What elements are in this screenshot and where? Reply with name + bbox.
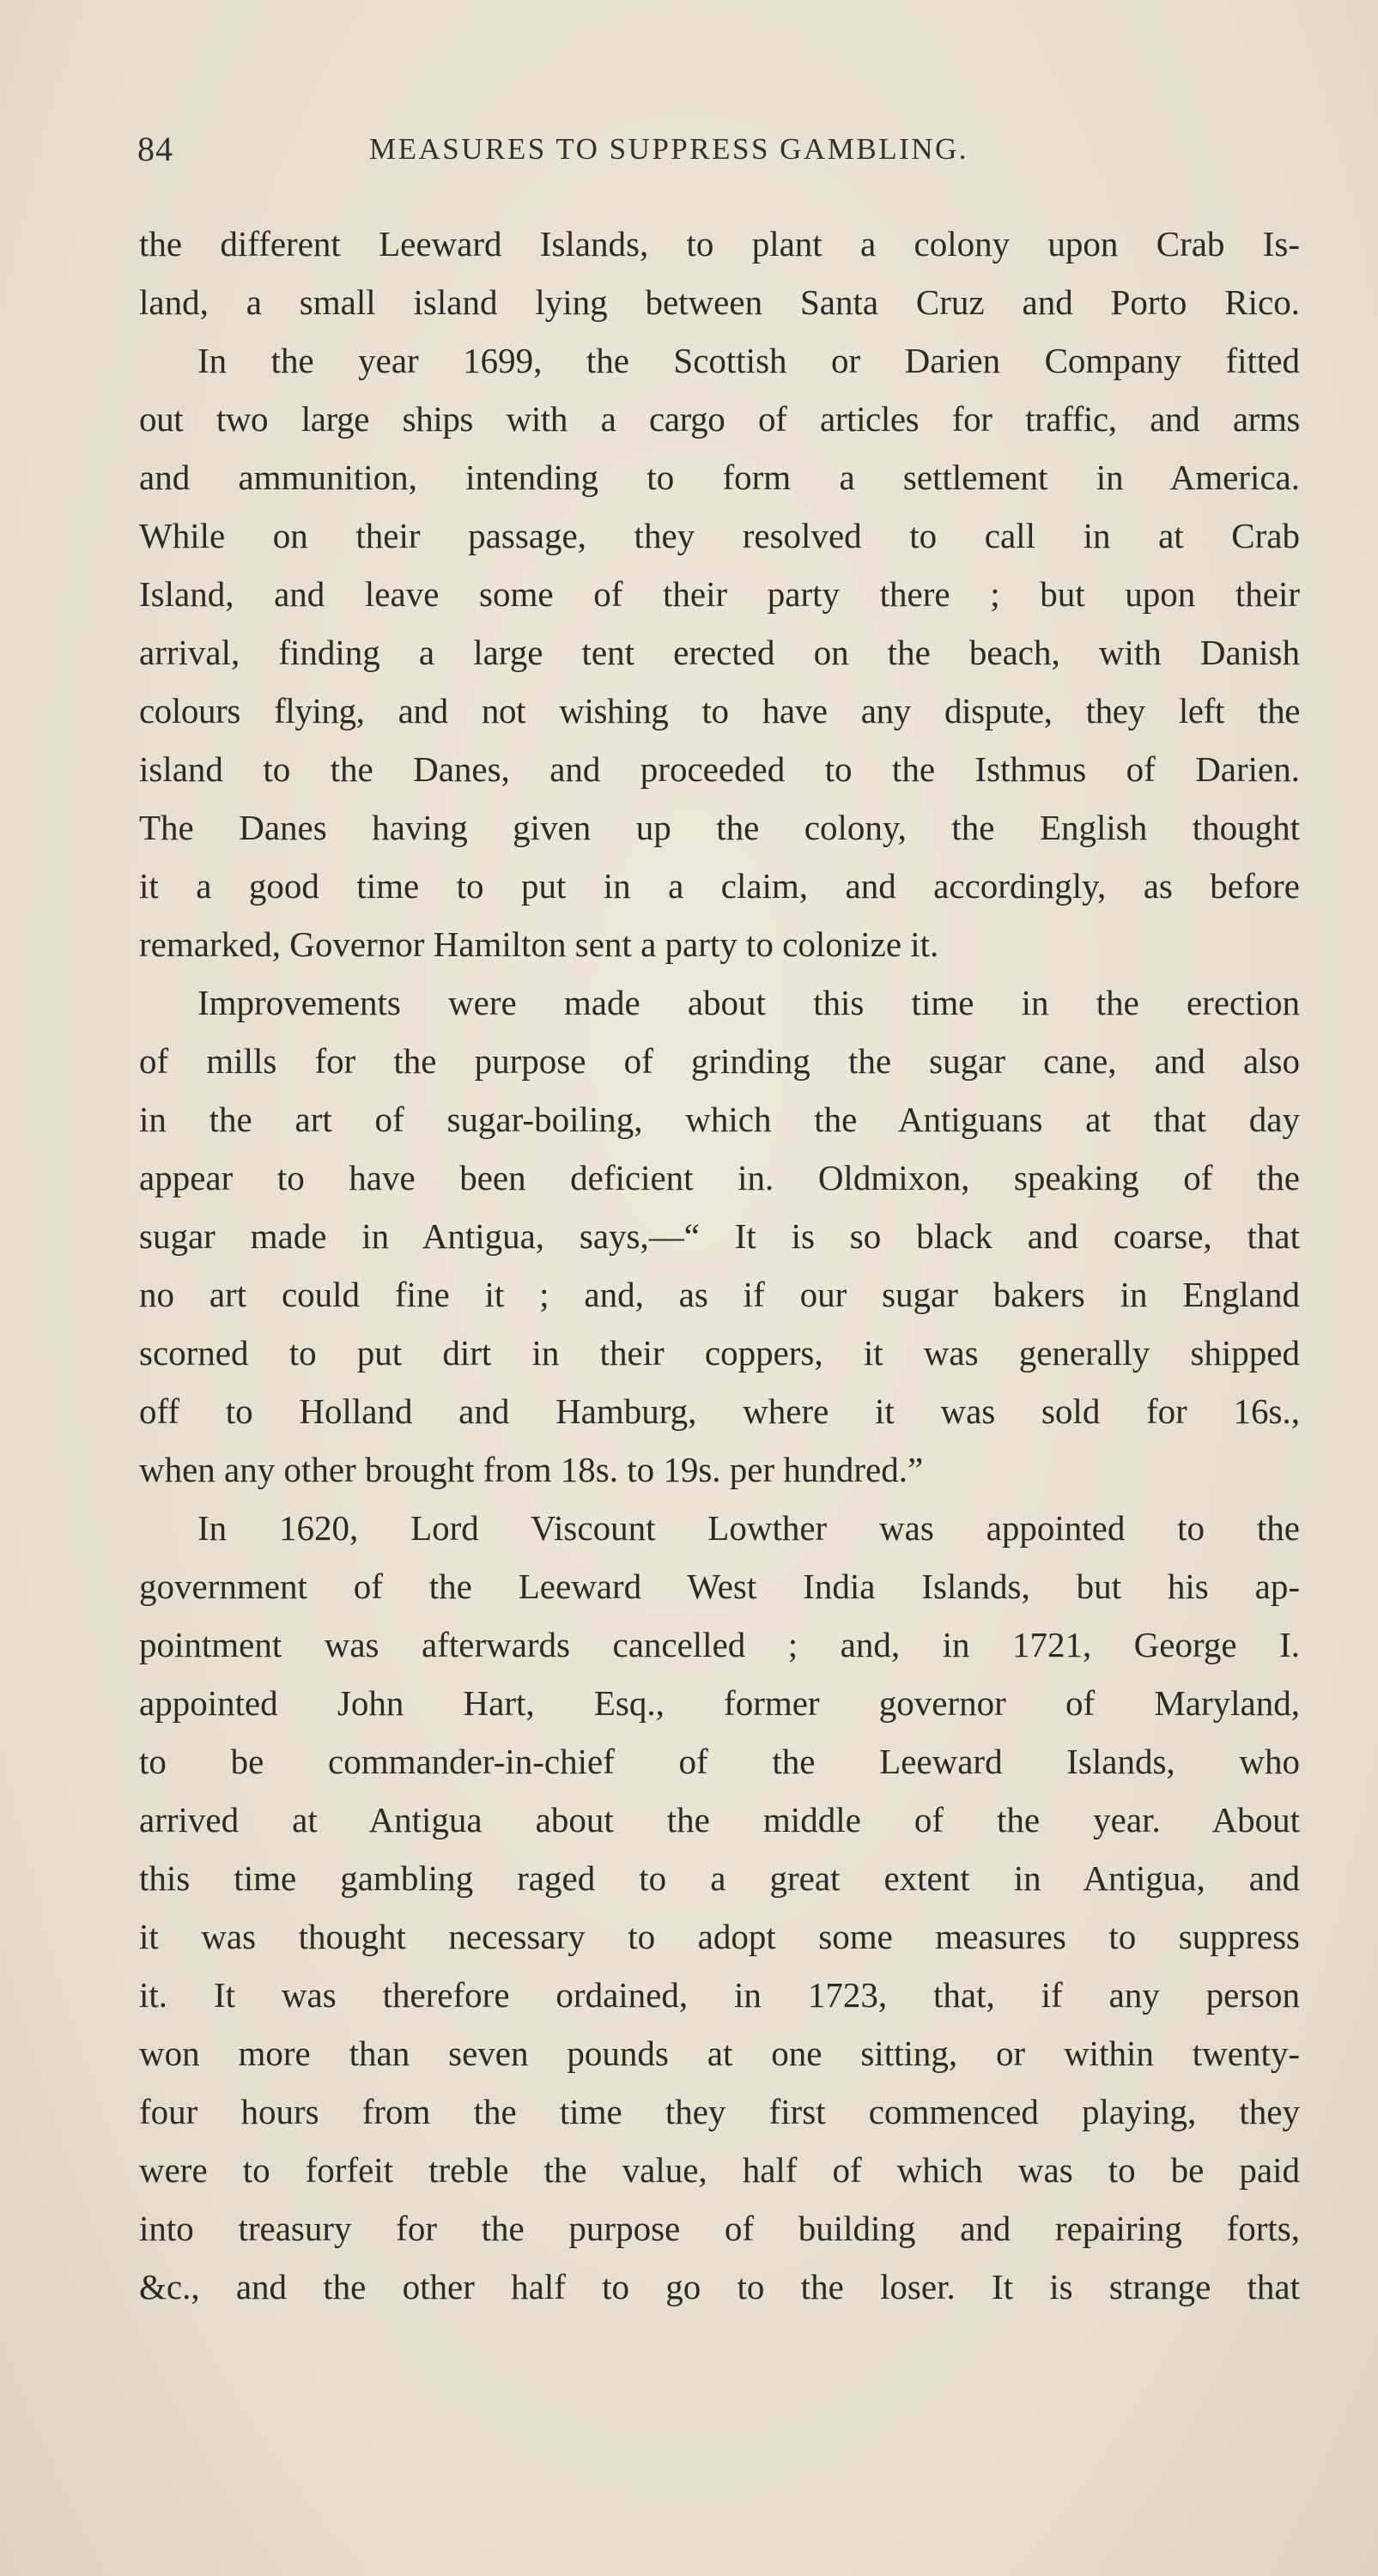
body-text xyxy=(139,215,1300,2316)
text-line: off to Holland and Hamburg, where it was sold for 16s., xyxy=(139,1391,1300,1431)
running-head: MEASURES TO SUPPRESS GAMBLING. xyxy=(369,132,969,166)
text-line: won more than seven pounds at one sitting, or within twenty- xyxy=(139,2034,1300,2073)
paragraph-end-line: when any other brought from 18s. to 19s. per hundred.” xyxy=(139,1450,924,1489)
text-line: The Danes having given up the colony, the English thought xyxy=(139,808,1300,847)
paragraph-start-line: In the year 1699, the Scottish or Darien Company fitted xyxy=(197,341,1300,380)
text-line: this time gambling raged to a great extent in Antigua, and xyxy=(139,1858,1300,1898)
text-line: appointed John Hart, Esq., former governor of Maryland, xyxy=(139,1683,1300,1723)
text-line: the different Leeward Islands, to plant a colony upon Crab Is- xyxy=(139,224,1300,264)
paragraph-start-line: Improvements were made about this time in the erection xyxy=(197,983,1300,1022)
text-line: no art could fine it ; and, as if our sugar bakers in England xyxy=(139,1275,1300,1314)
text-line: in the art of sugar-boiling, which the Antiguans at that day xyxy=(139,1100,1300,1139)
text-line: scorned to put dirt in their coppers, it was generally shipped xyxy=(139,1333,1300,1373)
text-line: pointment was afterwards cancelled ; and, in 1721, George I. xyxy=(139,1625,1300,1664)
text-line: and ammunition, intending to form a settlement in America. xyxy=(139,458,1300,497)
text-line: it. It was therefore ordained, in 1723, that, if any person xyxy=(139,1975,1300,2015)
paragraph-start-line: In 1620, Lord Viscount Lowther was appointed to the xyxy=(197,1508,1300,1548)
text-line: land, a small island lying between Santa Cruz and Porto Rico. xyxy=(139,282,1300,322)
text-line: to be commander-in-chief of the Leeward Islands, who xyxy=(139,1742,1300,1781)
text-line: it a good time to put in a claim, and accordingly, as before xyxy=(139,866,1300,906)
text-line: appear to have been deficient in. Oldmixon, speaking of the xyxy=(139,1158,1300,1197)
text-line: of mills for the purpose of grinding the sugar cane, and also xyxy=(139,1041,1300,1081)
page-number: 84 xyxy=(137,130,173,168)
text-line: into treasury for the purpose of building and repairing forts, xyxy=(139,2209,1300,2248)
text-line: it was thought necessary to adopt some measures to suppress xyxy=(139,1917,1300,1956)
text-line: arrived at Antigua about the middle of the year. About xyxy=(139,1800,1300,1840)
text-line: four hours from the time they first commenced playing, they xyxy=(139,2092,1300,2131)
text-line: arrival, finding a large tent erected on the beach, with Danish xyxy=(139,633,1300,672)
text-line: sugar made in Antigua, says,—“ It is so black and coarse, that xyxy=(139,1216,1300,1256)
text-line: island to the Danes, and proceeded to the Isthmus of Darien. xyxy=(139,749,1300,789)
text-line: government of the Leeward West India Islands, but his ap- xyxy=(139,1567,1300,1606)
text-line: colours flying, and not wishing to have any dispute, they left the xyxy=(139,691,1300,730)
page-header xyxy=(137,129,1339,180)
text-line: Island, and leave some of their party there ; but upon their xyxy=(139,574,1300,614)
text-line: &c., and the other half to go to the loser. It is strange that xyxy=(139,2267,1300,2306)
text-line: While on their passage, they resolved to call in at Crab xyxy=(139,516,1300,555)
text-line: out two large ships with a cargo of articles for traffic, and arms xyxy=(139,399,1300,439)
paragraph-end-line: remarked, Governor Hamilton sent a party to colonize it. xyxy=(139,924,939,964)
text-line: were to forfeit treble the value, half of which was to be paid xyxy=(139,2150,1300,2190)
